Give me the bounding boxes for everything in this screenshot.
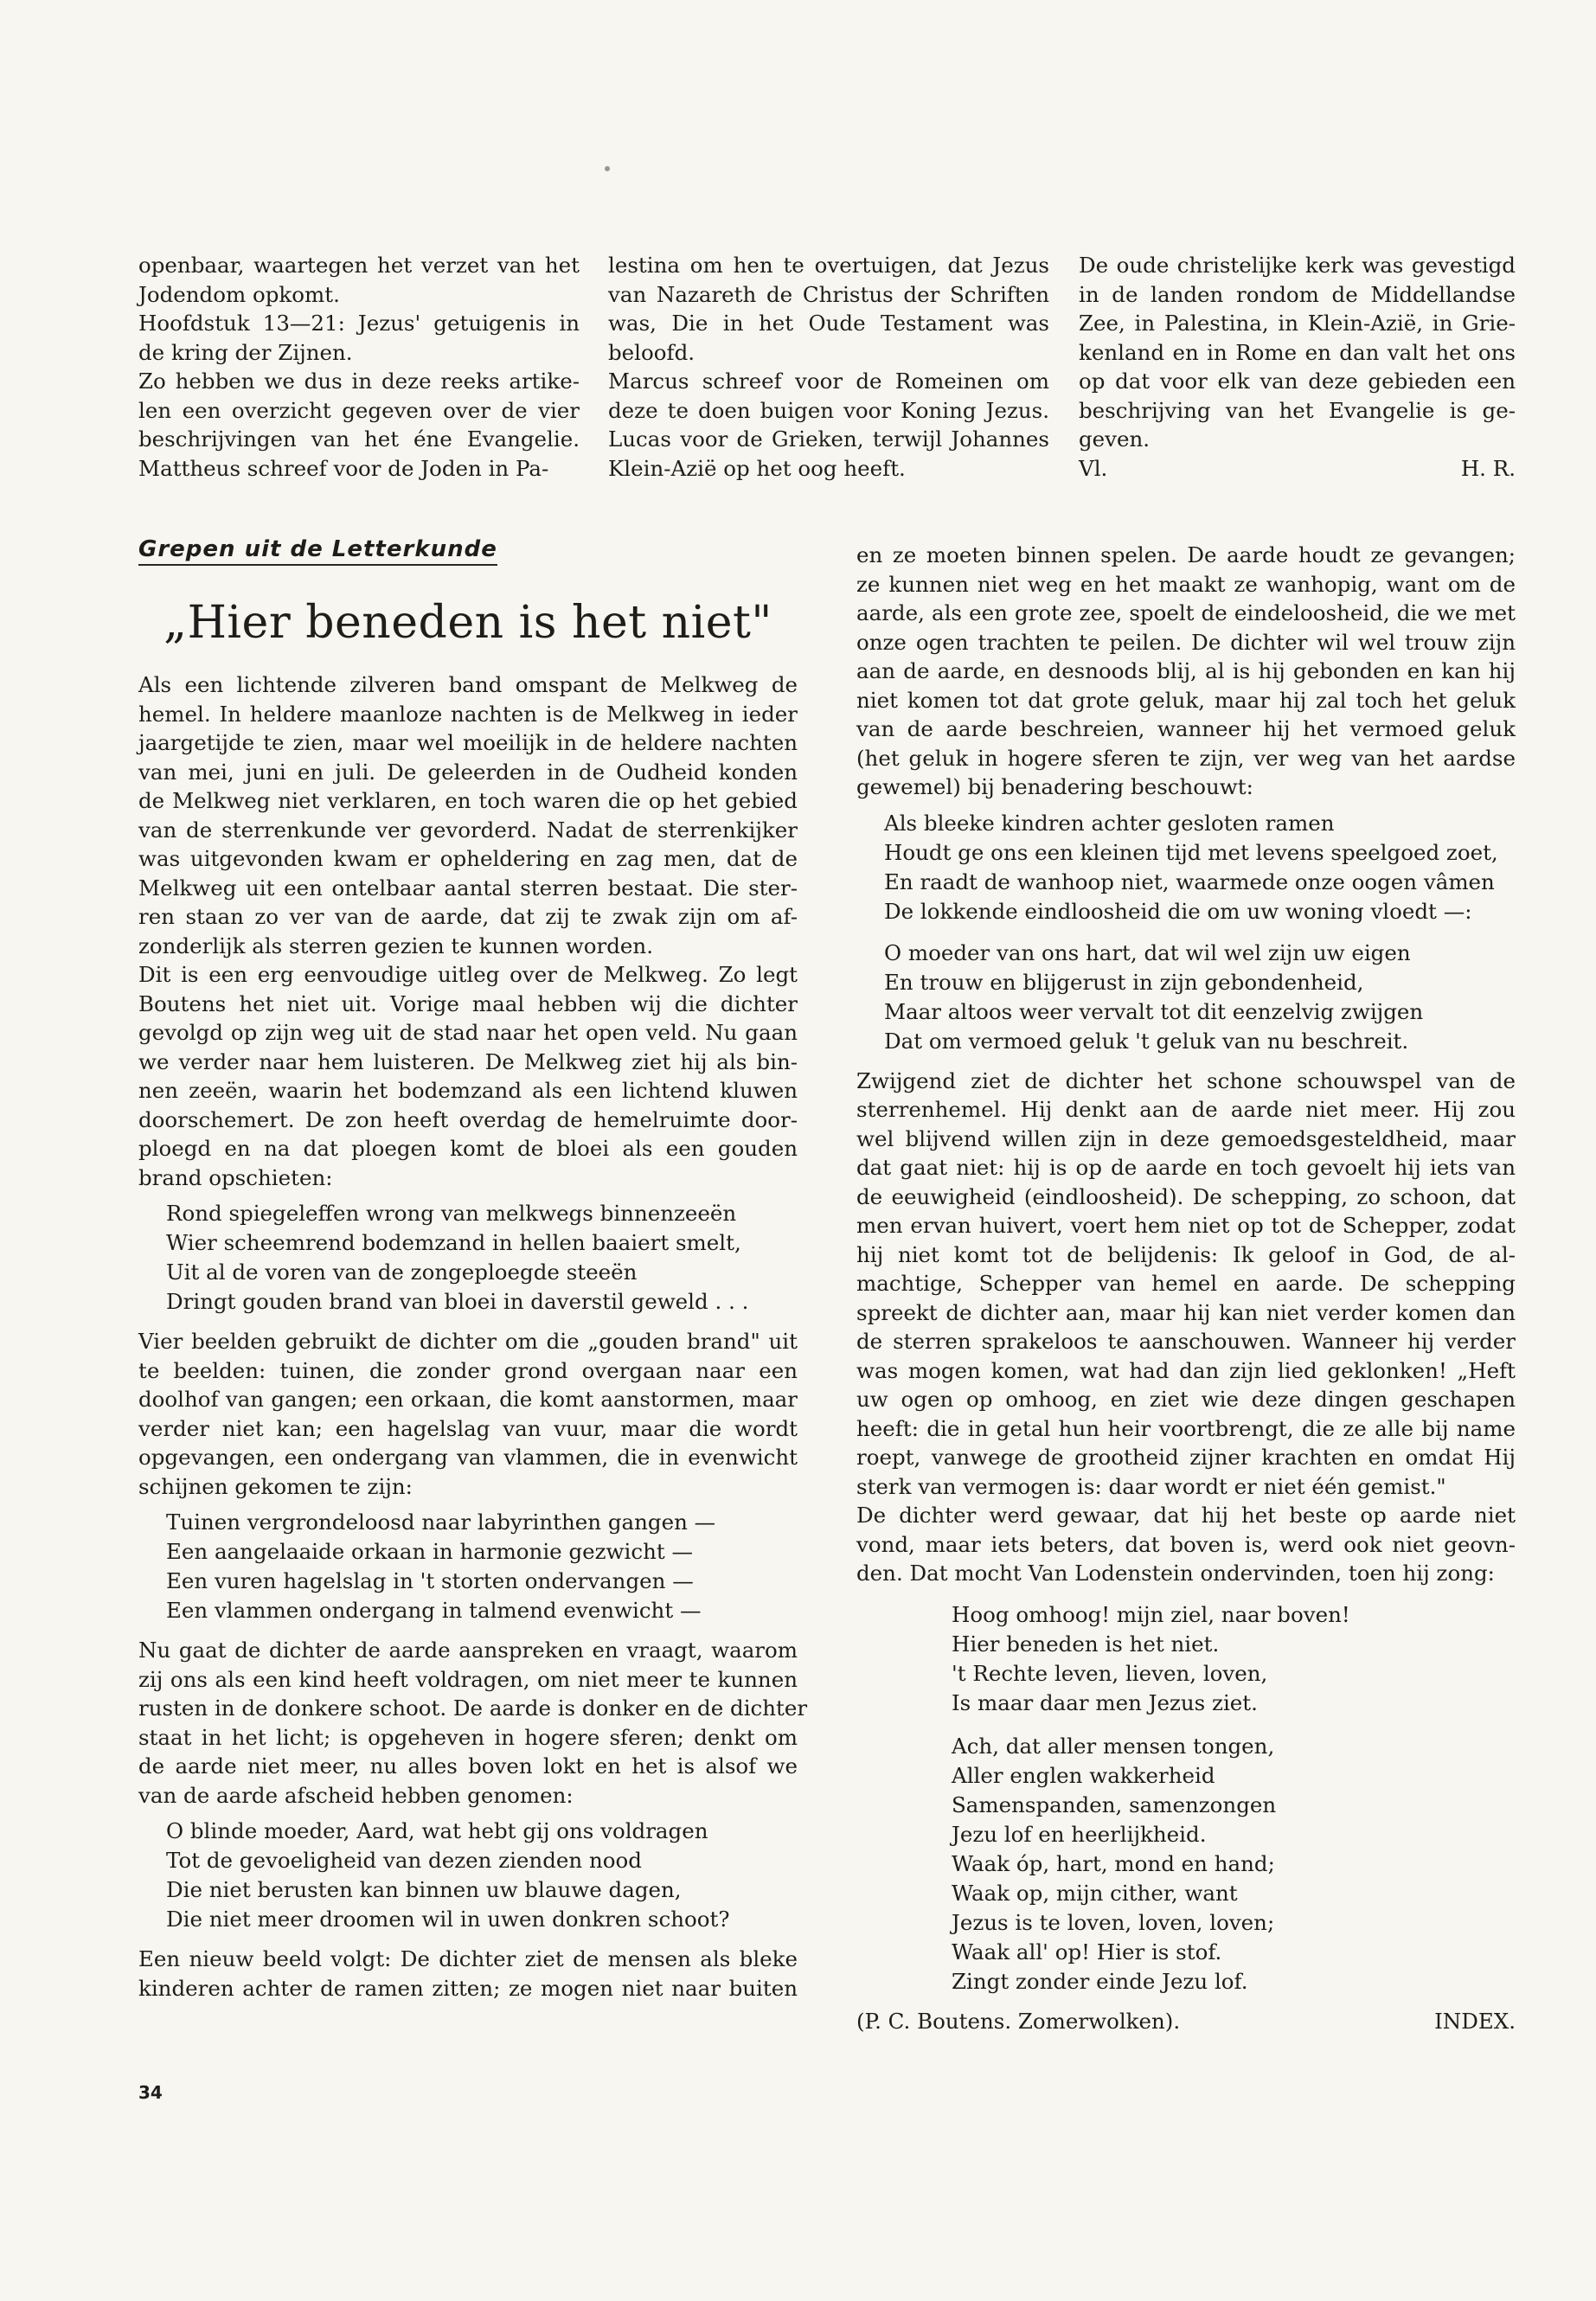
text-line: in de landen rondom de Middellandse: [1079, 281, 1516, 307]
text-line: zonderlijk als sterren gezien te kunnen worden.: [138, 933, 653, 958]
text-line: van de aarde beschreien, wanneer hij het vermoed geluk: [856, 716, 1516, 741]
text-line: den. Dat mocht Van Lodenstein ondervinden, toen hij zong:: [856, 1561, 1495, 1586]
text-line: openbaar, waartegen het verzet van het: [138, 253, 580, 278]
text-line: roept, vanwege de grootheid zijner krachten en omdat Hij: [856, 1445, 1516, 1470]
text-line: Nu gaat de dichter de aarde aanspreken en vraagt, waarom: [138, 1638, 798, 1663]
text-line: was, Die in het Oude Testament was: [608, 311, 1049, 336]
poem-line: Zingt zonder einde Jezu lof.: [952, 1968, 1248, 1994]
text-line: beschrijvingen van het éne Evangelie.: [138, 426, 580, 452]
text-line: schijnen gekomen te zijn:: [138, 1473, 413, 1499]
text-line: brand opschieten:: [138, 1164, 333, 1190]
text-line: en ze moeten binnen spelen. De aarde houdt ze gevangen;: [856, 542, 1516, 567]
text-line: te beelden: tuinen, die zonder grond overgaan naar een: [138, 1357, 798, 1383]
poem-line: Een aangelaaide orkaan in harmonie gezwicht —: [166, 1539, 693, 1564]
text-line: doolhof van gangen; een orkaan, die komt aanstormen, maar: [138, 1387, 798, 1412]
text-line: beschrijving van het Evangelie is ge-: [1079, 397, 1516, 423]
poem-stanza: [166, 1817, 798, 1934]
text-line: Zee, in Palestina, in Klein-Azië, in Grie-: [1079, 311, 1516, 336]
poem-line: Een vuren hagelslag in 't storten ondervangen —: [166, 1568, 694, 1593]
section-heading: Grepen uit de Letterkunde: [138, 536, 497, 566]
paragraph: [138, 670, 798, 1192]
text-line: men ervan huivert, voert hem niet op tot de Schepper, zodat: [856, 1213, 1516, 1238]
top-signature: [1079, 454, 1516, 484]
poem-stanza: [166, 1508, 798, 1625]
text-line: onze ogen trachten te peilen. De dichter wil wel trouw zijn: [856, 629, 1516, 655]
text-line: was uitgevonden kwam er opheldering en zag men, dat de: [138, 846, 798, 871]
poem-line: Waak all' op! Hier is stof.: [952, 1939, 1222, 1965]
poem-line: Aller englen wakkerheid: [952, 1762, 1215, 1788]
text-line: De dichter werd gewaar, dat hij het beste op aarde niet: [856, 1503, 1516, 1528]
text-line: aan de aarde, en desnoods blij, al is hij gebonden en kan hij: [856, 658, 1516, 683]
text-line: van de sterrenkunde ver gevorderd. Nadat de sterrenkijker: [138, 817, 798, 843]
text-line: rusten in de donkere schoot. De aarde is donker en de dichter: [138, 1695, 808, 1721]
text-line: spreekt de dichter aan, maar hij kan niet verder komen dan: [856, 1299, 1516, 1325]
text-line: verder niet kan; een hagelslag van vuur, maar die wordt: [138, 1415, 798, 1441]
poem-line: En raadt de wanhoop niet, waarmede onze oogen vâmen: [884, 868, 1495, 894]
poem-stanza: [884, 939, 1516, 1056]
text-line: Lucas voor de Grieken, terwijl Johannes: [608, 426, 1049, 452]
text-line: De oude christelijke kerk was gevestigd: [1079, 253, 1516, 278]
text-line: doorschemert. De zon heeft overdag de hemelruimte door-: [138, 1106, 798, 1132]
poem-block: [884, 809, 1516, 1056]
text-line: geven.: [1079, 426, 1151, 452]
credit-line: [856, 2007, 1516, 2036]
text-line: Dit is een erg eenvoudige uitleg over de Melkweg. Zo legt: [138, 962, 798, 987]
poem-line: Tuinen vergrondeloosd naar labyrinthen gangen —: [166, 1509, 716, 1535]
paragraph: [138, 1636, 808, 1810]
text-line: van mei, juni en juli. De geleerden in de Oudheid konden: [138, 759, 798, 785]
text-line: ploegd en na dat ploegen komt de bloei als een gouden: [138, 1136, 798, 1161]
text-line: ren staan zo ver van de aarde, dat zij te zwak zijn om af-: [138, 904, 798, 929]
text-line: de Melkweg niet verklaren, en toch waren die op het gebied: [138, 788, 798, 813]
text-line: hemel. In heldere maanloze nachten is de Melkweg in ieder: [138, 701, 798, 727]
text-line: uw ogen op omhoog, en ziet wie deze dingen geschapen: [856, 1387, 1516, 1412]
text-line: Zo hebben we dus in deze reeks artike-: [138, 369, 580, 394]
text-line: machtige, Schepper van hemel en aarde. De schepping: [856, 1271, 1516, 1296]
poem-line: Waak op, mijn cither, want: [952, 1880, 1238, 1906]
text-line: lestina om hen te overtuigen, dat Jezus: [608, 253, 1049, 278]
text-line: de sterren sprakeloos te aanschouwen. Wanneer hij verder: [856, 1329, 1516, 1354]
text-line: sterrenhemel. Hij denkt aan de aarde niet meer. Hij zou: [856, 1097, 1516, 1122]
paragraph: [138, 1945, 798, 2003]
text-line: jaargetijde te zien, maar wel moeilijk in de heldere nachten: [138, 730, 798, 755]
poem-line: Samenspanden, samenzongen: [952, 1791, 1277, 1817]
poem-stanza: [884, 809, 1516, 926]
text-line: ze kunnen niet weg en het maakt ze wanhopig, want om de: [856, 571, 1516, 597]
text-line: nen zeeën, waarin het bodemzand als een lichtend kluwen: [138, 1078, 798, 1103]
text-line: niet komen tot dat grote geluk, maar hij zal toch het geluk: [856, 687, 1516, 713]
text-line: hij niet komt tot de belijdenis: Ik geloof in God, de al-: [856, 1241, 1516, 1267]
text-line: deze te doen buigen voor Koning Jezus.: [608, 397, 1049, 423]
poem-line: Houdt ge ons een kleinen tijd met levens speelgoed zoet,: [884, 839, 1498, 865]
text-line: kinderen achter de ramen zitten; ze mogen niet naar buiten: [138, 1975, 798, 2001]
text-line: opgevangen, een ondergang van vlammen, die in evenwicht: [138, 1445, 798, 1470]
poem-stanza: [166, 1199, 798, 1317]
text-line: Mattheus schreef voor de Joden in Pa-: [138, 455, 549, 481]
poem-line: Hoog omhoog! mijn ziel, naar boven!: [952, 1601, 1350, 1627]
poem-line: Hier beneden is het niet.: [952, 1631, 1220, 1657]
poem-line: O moeder van ons hart, dat wil wel zijn uw eigen: [884, 939, 1411, 965]
text-line: de eeuwigheid (eindloosheid). De schepping, zo schoon, dat: [856, 1183, 1516, 1209]
paragraph: [856, 1067, 1516, 1588]
author-signature: INDEX.: [1434, 2008, 1516, 2034]
text-line: was mogen komen, wat had dan zijn lied geklonken! „Heft: [856, 1357, 1516, 1383]
text-line: heeft: die in getal hun heir voortbrengt, die ze alle bij name: [856, 1415, 1516, 1441]
text-line: Boutens het niet uit. Vorige maal hebben wij die dichter: [138, 990, 798, 1016]
text-line: de aarde niet meer, nu alles boven lokt en het is alsof we: [138, 1753, 798, 1779]
poem-line: Jezus is te loven, loven, loven;: [952, 1909, 1275, 1935]
poem-line: Een vlammen ondergang in talmend evenwicht —: [166, 1598, 702, 1623]
text-line: Melkweg uit een ontelbaar aantal sterren bestaat. Die ster-: [138, 875, 798, 901]
poem-line: Maar altoos weer vervalt tot dit eenzelvig zwijgen: [884, 998, 1424, 1024]
text-line: staat in het licht; is opgeheven in hogere sferen; denkt om: [138, 1724, 798, 1750]
text-line: (het geluk in hogere sferen te zijn, ver weg van het aardse: [856, 745, 1516, 771]
poem-line: Rond spiegeleffen wrong van melkwegs binnenzeeën: [166, 1201, 737, 1226]
signature-left: Vl.: [1079, 455, 1108, 481]
text-line: Vier beelden gebruikt de dichter om die „gouden brand" uit: [138, 1329, 798, 1354]
text-line: dat gaat niet: hij is op de aarde en toch gevoelt hij iets van: [856, 1155, 1516, 1180]
text-line: we verder naar hem luisteren. De Melkweg ziet hij als bin-: [138, 1048, 798, 1074]
poem-line: De lokkende eindloosheid die om uw woning vloedt —:: [884, 898, 1472, 924]
poem-line: 't Rechte leven, lieven, loven,: [952, 1660, 1268, 1686]
text-line: Hoofdstuk 13—21: Jezus' getuigenis in: [138, 311, 580, 336]
text-line: Marcus schreef voor de Romeinen om: [608, 369, 1049, 394]
article-left-column: [138, 670, 808, 2009]
hymn-stanza: [952, 1600, 1516, 1718]
poem-line: Jezu lof en heerlijkheid.: [952, 1821, 1207, 1847]
text-line: sterk van vermogen is: daar wordt er niet één gemist.": [856, 1473, 1446, 1499]
text-line: beloofd.: [608, 339, 695, 365]
text-line: op dat voor elk van deze gebieden een: [1079, 369, 1516, 394]
poem-line: Dringt gouden brand van bloei in daverstil geweld . . .: [166, 1289, 749, 1314]
top-column-1: [138, 251, 580, 483]
text-line: Zwijgend ziet de dichter het schone schouwspel van de: [856, 1067, 1516, 1093]
poem-line: En trouw en blijgerust in zijn gebondenheid,: [884, 969, 1364, 995]
poem-line: Tot de gevoeligheid van dezen zienden nood: [166, 1848, 642, 1873]
text-line: vond, maar iets beters, dat boven is, werd ook niet geovn-: [856, 1531, 1516, 1557]
text-line: van Nazareth de Christus der Schriften: [608, 281, 1049, 307]
poem-line: Uit al de voren van de zongeploegde steeën: [166, 1259, 638, 1285]
text-line: Als een lichtende zilveren band omspant de Melkweg de: [138, 672, 798, 697]
text-line: aarde, als een grote zee, spoelt de eindeloosheid, die we met: [856, 600, 1516, 625]
poem-line: Waak óp, hart, mond en hand;: [952, 1850, 1275, 1876]
text-line: Klein-Azië op het oog heeft.: [608, 455, 906, 481]
top-column-3: [1079, 251, 1516, 483]
text-line: zij ons als een kind heeft voldragen, om niet meer te kunnen: [138, 1666, 798, 1692]
poem-line: Dat om vermoed geluk 't geluk van nu beschreit.: [884, 1028, 1409, 1054]
article-right-column: [856, 541, 1516, 2035]
poem-line: Ach, dat aller mensen tongen,: [952, 1733, 1275, 1759]
poem-line: Als bleeke kindren achter gesloten ramen: [884, 810, 1335, 836]
hymn-block: [952, 1600, 1516, 1997]
signature-right: H. R.: [1460, 455, 1516, 481]
text-line: gevolgd op zijn weg uit de stad naar het open veld. Nu gaan: [138, 1020, 798, 1045]
top-column-2: [608, 251, 1049, 483]
article-title: „Hier beneden is het niet": [163, 597, 772, 649]
text-line: len een overzicht gegeven over de vier: [138, 397, 580, 423]
text-line: van de aarde afscheid hebben genomen:: [138, 1782, 574, 1808]
poem-line: Die niet meer droomen wil in uwen donkren schoot?: [166, 1907, 730, 1932]
poem-line: Die niet berusten kan binnen uw blauwe dagen,: [166, 1877, 682, 1902]
poem-line: Is maar daar men Jezus ziet.: [952, 1689, 1258, 1715]
text-line: wel blijvend willen zijn in deze gemoedsgesteldheid, maar: [856, 1125, 1516, 1151]
text-line: Een nieuw beeld volgt: De dichter ziet de mensen als bleke: [138, 1946, 798, 1971]
hymn-stanza: [952, 1732, 1516, 1997]
text-line: Jodendom opkomt.: [138, 281, 340, 307]
poem-line: Wier scheemrend bodemzand in hellen baaiert smelt,: [166, 1230, 741, 1255]
decorative-dot: [605, 166, 610, 171]
text-line: kenland en in Rome en dan valt het ons: [1079, 339, 1516, 365]
text-line: de kring der Zijnen.: [138, 339, 353, 365]
poem-source: (P. C. Boutens. Zomerwolken).: [856, 2008, 1181, 2034]
page-number: 34: [138, 2082, 163, 2103]
paragraph: [138, 1327, 798, 1501]
paragraph: [856, 541, 1516, 802]
text-line: gewemel) bij benadering beschouwt:: [856, 774, 1253, 799]
poem-line: O blinde moeder, Aard, wat hebt gij ons voldragen: [166, 1818, 708, 1843]
